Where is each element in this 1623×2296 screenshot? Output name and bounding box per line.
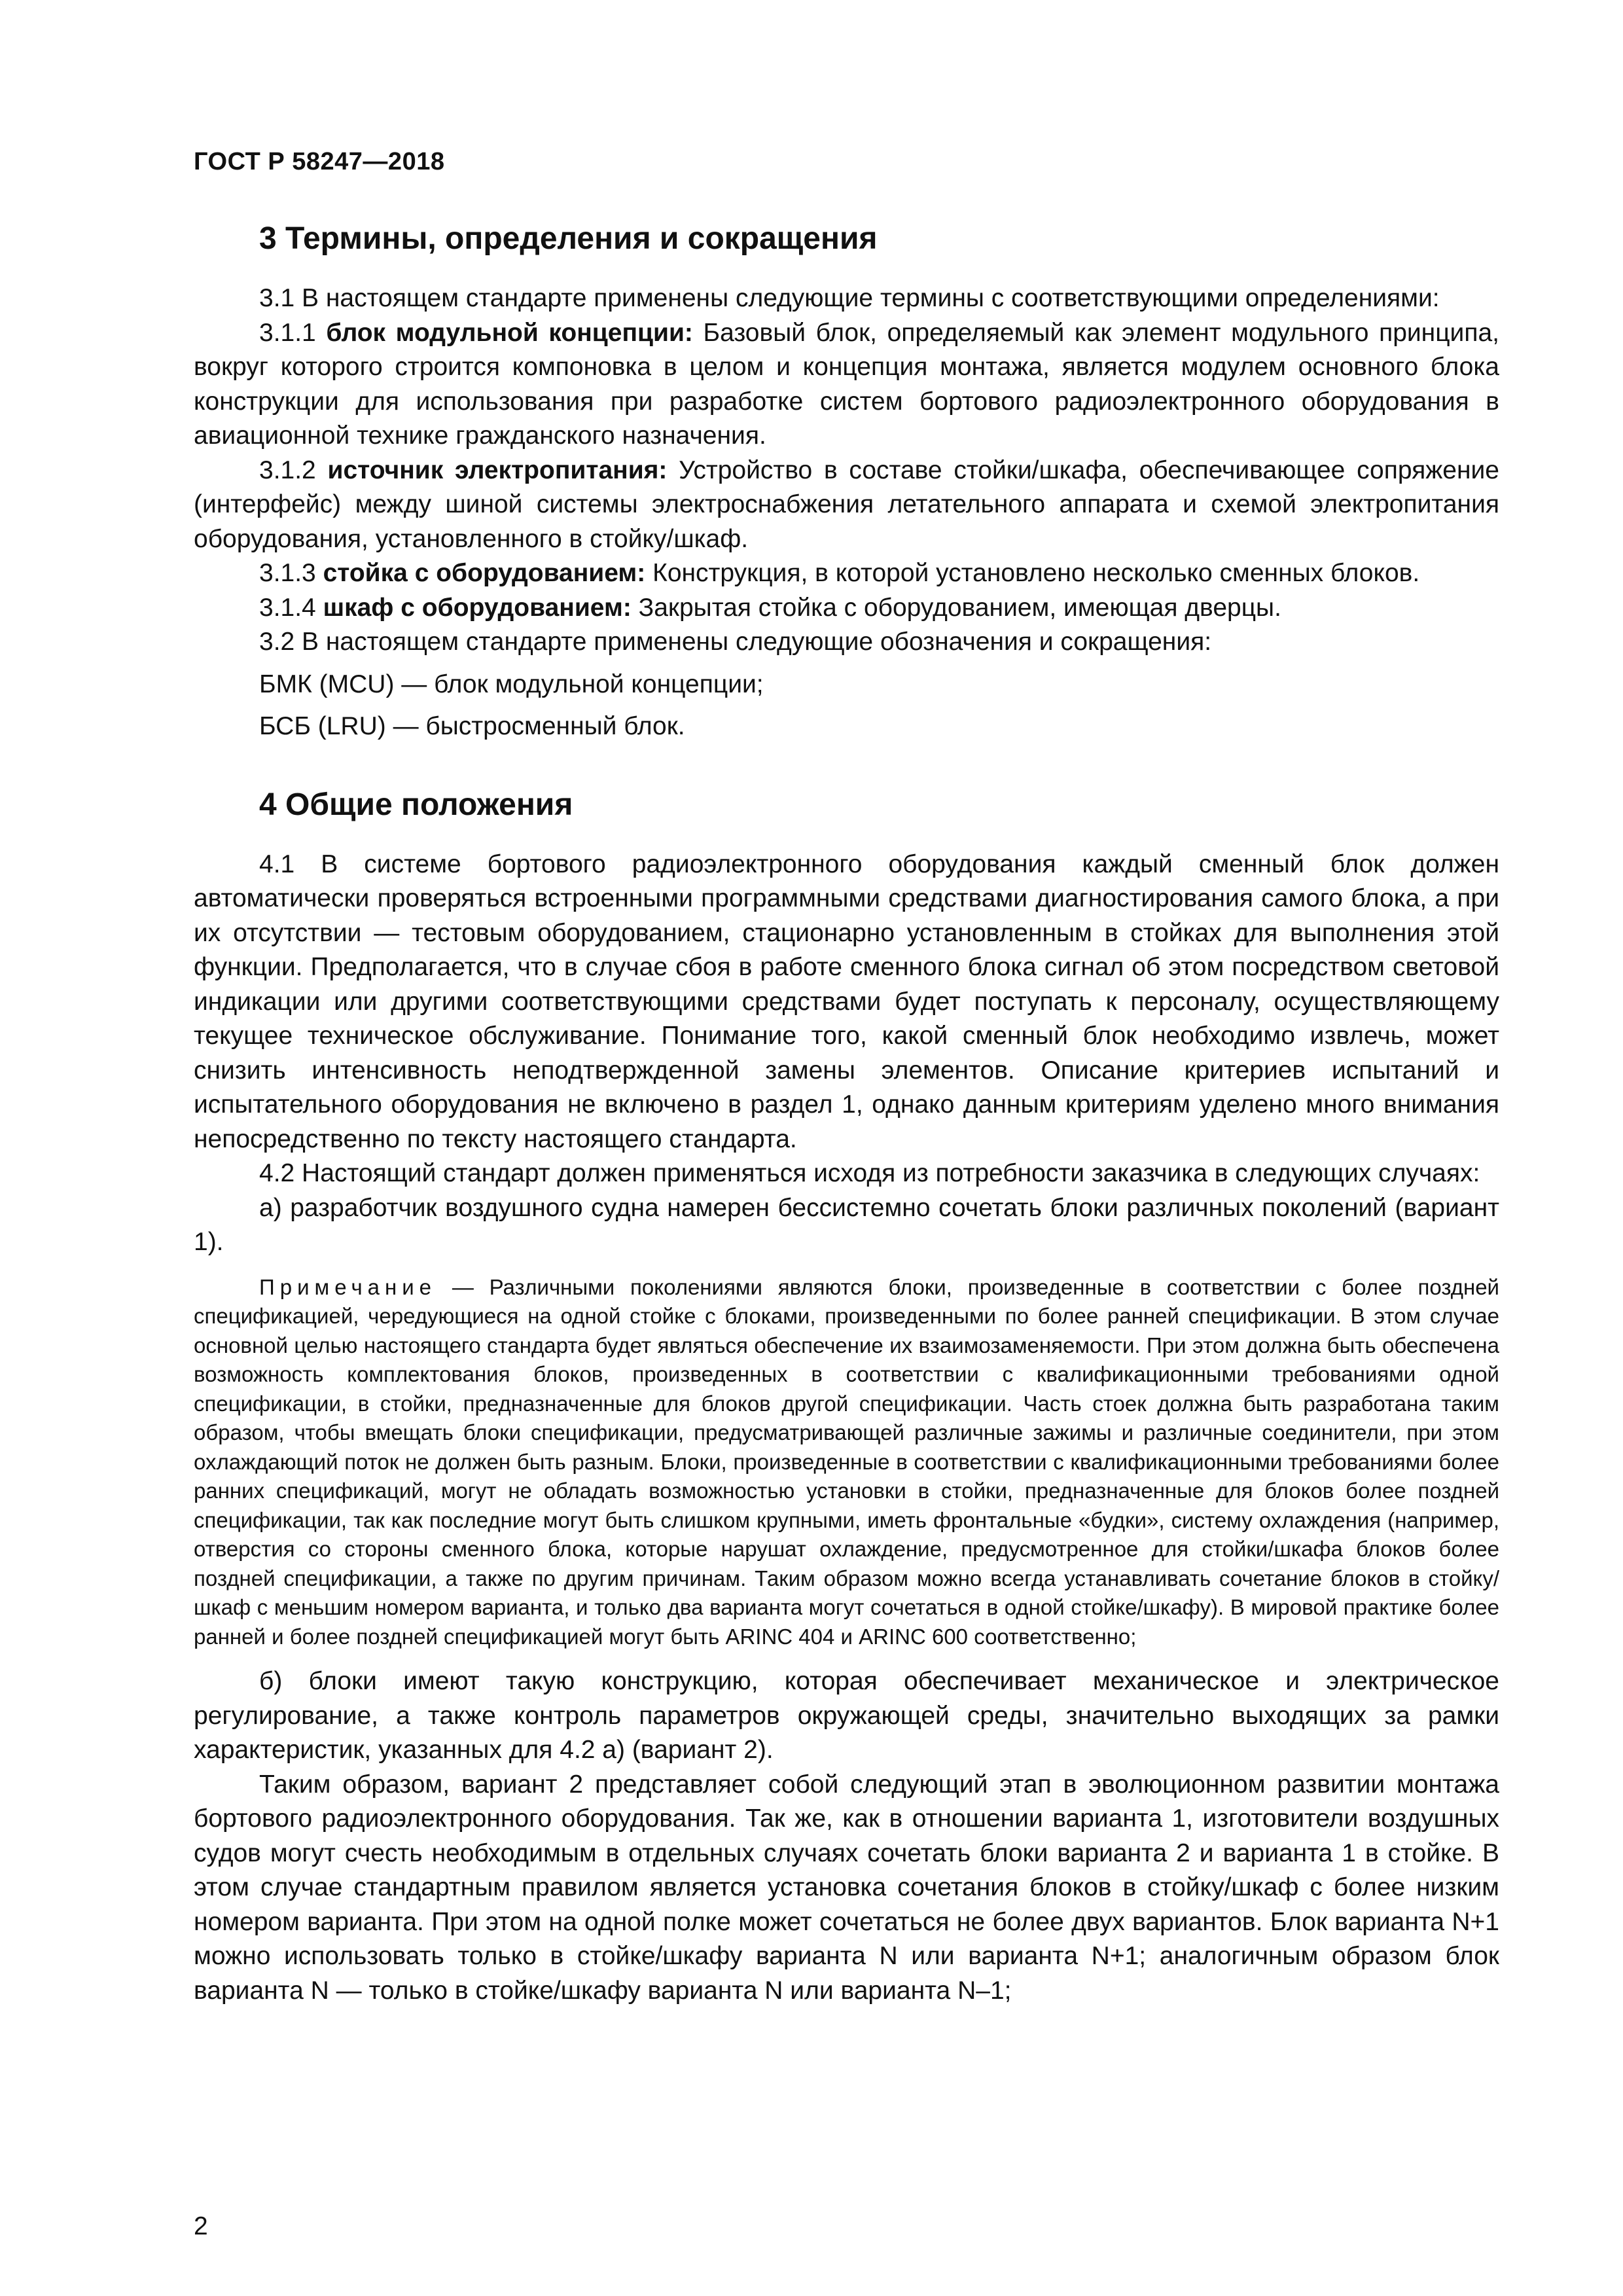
paragraph-conclusion: Таким образом, вариант 2 представляет собой следующий этап в эволюционном развитии монтажа бортового радиоэлектронного оборудования. Так же, как в отношении варианта 1, изготовители воздушных судов могут счесть необходимым в отдельных случаях сочетать блоки варианта 2 и варианта 1 в стойке. В этом случае стандартным правилом является установка сочетания блоков в стойку/шкаф с более низким номером варианта. При этом на одной полке может сочетаться не более двух вариантов. Блок варианта N+1 можно использовать только в стойке/шкафу варианта N или варианта N+1; аналогичным образом блок варианта N — только в стойке/шкафу варианта N или варианта N–1; [194, 1770, 1499, 2005]
term-definition: Базовый блок, определяемый как элемент модульного принципа, вокруг которого строится компоновка в целом и концепция монтажа, является модулем основного блока конструкции для использования при разработке систем бортового радиоэлектронного оборудования в авиационной технике гражданского назначения. [194, 318, 1499, 450]
section-3-title: 3 Термины, определения и сокращения [259, 221, 878, 256]
term-3-1-1 [194, 316, 1499, 454]
note [194, 1273, 1499, 1652]
term-number: 3.1.4 [259, 593, 323, 622]
term-3-1-2 [194, 454, 1499, 557]
term-definition: Конструкция, в которой установлено несколько сменных блоков. [645, 559, 1420, 587]
term-definition: Закрытая стойка с оборудованием, имеющая дверцы. [631, 593, 1281, 622]
abbreviation-lru: БСБ (LRU) — быстросменный блок. [259, 712, 685, 740]
document-body [194, 216, 1499, 2008]
paragraph-4-2: 4.2 Настоящий стандарт должен применяться исходя из потребности заказчика в следующих случаях: [259, 1159, 1480, 1187]
paragraph-3-1: 3.1 В настоящем стандарте применены следующие термины с соответствующими определениями: [259, 284, 1440, 312]
item-a: а) разработчик воздушного судна намерен бессистемно сочетать блоки различных поколений (вариант 1). [194, 1193, 1499, 1256]
note-text: — Различными поколениями являются блоки, произведенные в соответствии с более поздней спецификацией, чередующиеся на одной стойке с блоками, произведенными по более ранней спецификации. В этом случае основной целью настоящего стандарта будет являться обеспечение их взаимозаменяемости. При этом должна быть обеспечена возможность комплектования блоков, произведенных в соответствии с квалификационными требованиями одной спецификации, в стойки, предназначенные для блоков другой спецификации. Часть стоек должна быть разработана таким образом, чтобы вмещать блоки спецификации, предусматривающей различные зажимы и различные соединители, при этом охлаждающий поток не должен быть разным. Блоки, произведенные в соответствии с квалификационными требованиями более ранних спецификаций, могут не обладать возможностью установки в стойки, предназначенные для блоков более поздней спецификации, так как последние могут быть слишком крупными, иметь фронтальные «будки», систему охлаждения (например, отверстия со стороны сменного блока, которые нарушат охлаждение, предусмотренное для стойки/шкафа блоков более поздней спецификации, а также по другим причинам. Таким образом можно всегда устанавливать сочетание блоков в стойку/шкаф с меньшим номером варианта, и только два варианта могут сочетаться в одной стойке/шкафу). В мировой практике более ранней и более поздней спецификацией могут быть ARINC 404 и ARINC 600 соответственно; [194, 1274, 1499, 1649]
term-name: источник электропитания: [327, 456, 668, 484]
item-b: б) блоки имеют такую конструкцию, которая обеспечивает механическое и электрическое регулирование, а также контроль параметров окружающей среды, значительно выходящих за рамки характеристик, указанных для 4.2 а) (вариант 2). [194, 1667, 1499, 1764]
term-number: 3.1.3 [259, 559, 323, 587]
document-header: ГОСТ Р 58247—2018 [194, 148, 445, 175]
term-name: стойка с оборудованием: [323, 559, 646, 587]
term-number: 3.1.1 [259, 318, 327, 347]
term-3-1-3 [194, 556, 1499, 591]
paragraph-4-1: 4.1 В системе бортового радиоэлектронного оборудования каждый сменный блок должен автоматически проверяться встроенными программными средствами диагностирования самого блока, а при их отсутствии — тестовым оборудованием, стационарно установленным в стойках для выполнения этой функции. Предполагается, что в случае сбоя в работе сменного блока сигнал об этом посредством световой индикации или другими соответствующими средствами будет поступать к персоналу, осуществляющему текущее техническое обслуживание. Понимание того, какой сменный блок необходимо извлечь, может снизить интенсивность неподтвержденной замены элементов. Описание критериев испытаний и испытательного оборудования не включено в раздел 1, однако данным критериям уделено много внимания непосредственно по тексту настоящего стандарта. [194, 850, 1499, 1153]
term-definition: Устройство в составе стойки/шкафа, обеспечивающее сопряжение (интерфейс) между шиной системы электроснабжения летательного аппарата и схемой электропитания оборудования, установленного в стойку/шкаф. [194, 456, 1500, 553]
term-name: блок модульной концепции: [326, 318, 693, 347]
term-name: шкаф с оборудованием: [323, 593, 632, 622]
term-number: 3.1.2 [259, 456, 328, 484]
term-3-1-4 [194, 591, 1499, 626]
page-number: 2 [194, 2212, 208, 2240]
abbreviation-mcu: БМК (MCU) — блок модульной концепции; [259, 670, 764, 698]
paragraph-3-2: 3.2 В настоящем стандарте применены следующие обозначения и сокращения: [259, 628, 1212, 656]
section-4-title: 4 Общие положения [259, 787, 573, 822]
note-label: Примечание [259, 1274, 437, 1299]
